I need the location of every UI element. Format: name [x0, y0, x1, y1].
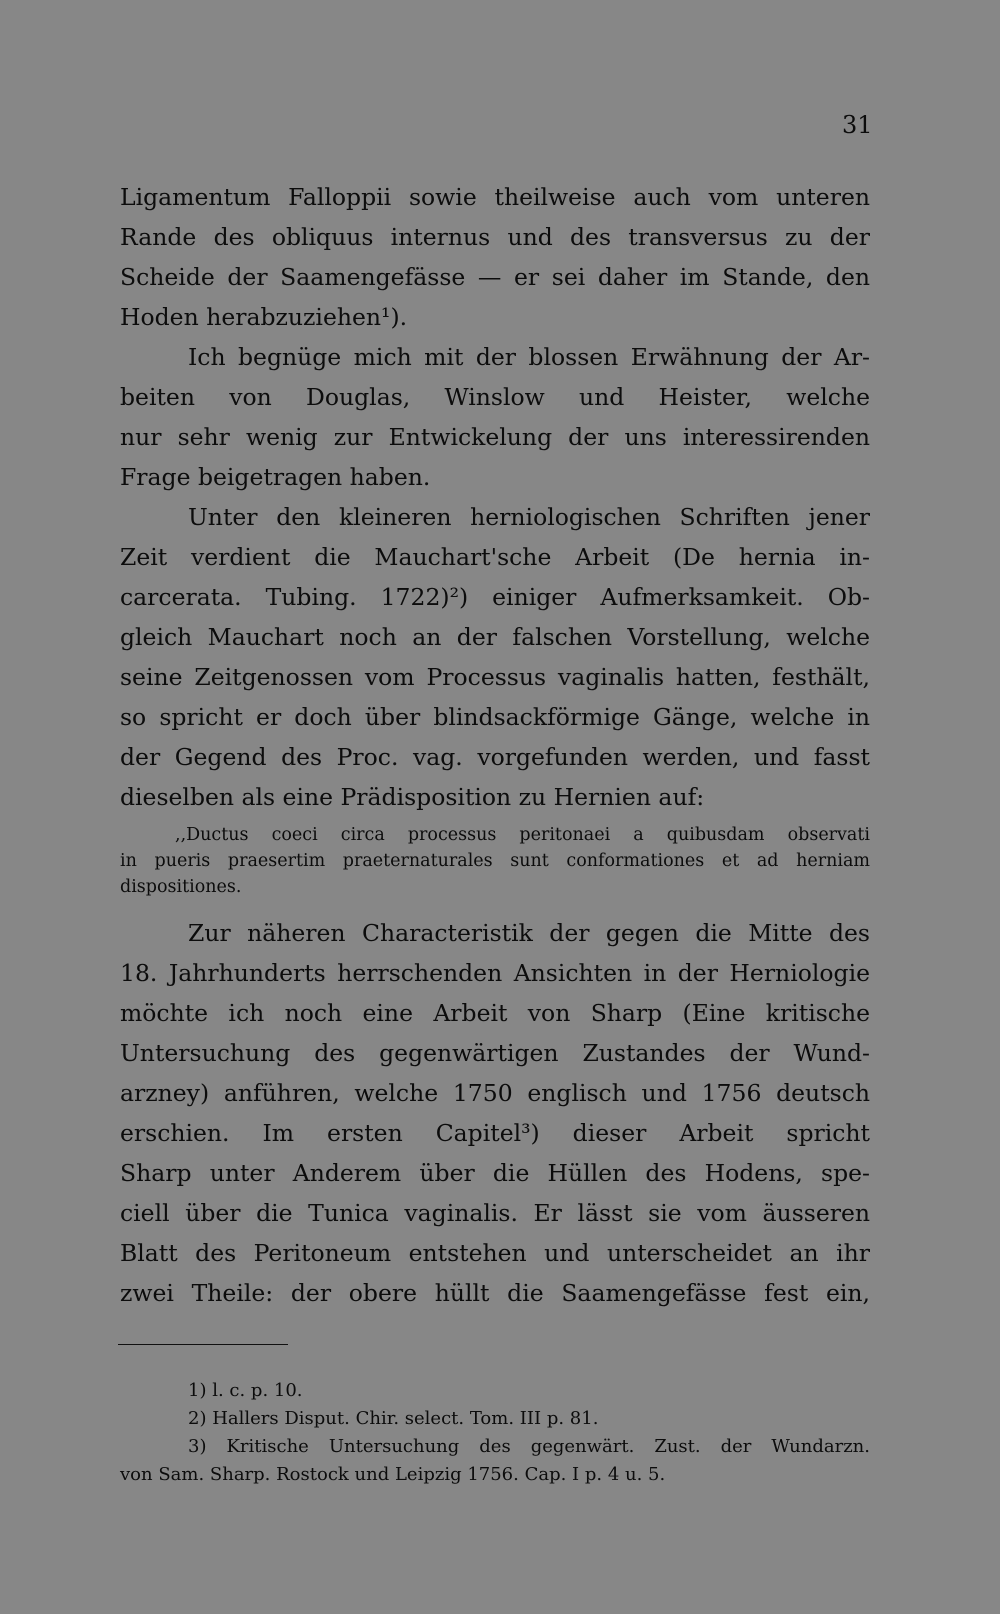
text-line: nur sehr wenig zur Entwickelung der uns interessirenden	[120, 423, 870, 451]
text-line: zwei Theile: der obere hüllt die Saamengefässe fest ein,	[120, 1279, 870, 1307]
text-line: arzney) anführen, welche 1750 englisch und 1756 deutsch	[120, 1079, 870, 1107]
text-line: möchte ich noch eine Arbeit von Sharp (Eine kritische	[120, 999, 870, 1027]
footnote-line: 1) l. c. p. 10.	[188, 1380, 303, 1401]
quote-line: dispositiones.	[120, 877, 242, 897]
text-line: Ligamentum Falloppii sowie theilweise auch vom unteren	[120, 183, 870, 211]
text-line: Ich begnüge mich mit der blossen Erwähnung der Ar-	[188, 343, 870, 371]
text-line: beiten von Douglas, Winslow und Heister, welche	[120, 383, 870, 411]
footnote-line: von Sam. Sharp. Rostock und Leipzig 1756. Cap. I p. 4 u. 5.	[120, 1464, 666, 1485]
text-line: ciell über die Tunica vaginalis. Er lässt sie vom äusseren	[120, 1199, 870, 1227]
footnote-line: 3) Kritische Untersuchung des gegenwärt. Zust. der Wundarzn.	[188, 1436, 870, 1457]
text-line: Blatt des Peritoneum entstehen und unterscheidet an ihr	[120, 1239, 870, 1267]
footnotes	[120, 1377, 870, 1489]
text-line: Scheide der Saamengefässe — er sei daher im Stande, den	[120, 263, 870, 291]
text-line: dieselben als eine Prädisposition zu Hernien auf:	[120, 783, 705, 811]
text-line: der Gegend des Proc. vag. vorgefunden werden, und fasst	[120, 743, 870, 771]
text-line: Zeit verdient die Mauchart'sche Arbeit (De hernia in-	[120, 543, 870, 571]
text-line: Zur näheren Characteristik der gegen die Mitte des	[188, 919, 870, 947]
footnote-divider	[118, 1344, 288, 1345]
text-line: Rande des obliquus internus und des transversus zu der	[120, 223, 870, 251]
text-line: Untersuchung des gegenwärtigen Zustandes der Wund-	[120, 1039, 870, 1067]
text-line: carcerata. Tubing. 1722)²) einiger Aufmerksamkeit. Ob-	[120, 583, 870, 611]
main-text-top	[120, 177, 870, 817]
main-text-bottom	[120, 913, 870, 1313]
quote-line: in pueris praesertim praeternaturales sunt conformationes et ad herniam	[120, 851, 870, 871]
quote-line: ,,Ductus coeci circa processus peritonaei a quibusdam observati	[175, 825, 870, 845]
text-line: erschien. Im ersten Capitel³) dieser Arbeit spricht	[120, 1119, 870, 1147]
text-line: Sharp unter Anderem über die Hüllen des Hodens, spe-	[120, 1159, 870, 1187]
text-line: gleich Mauchart noch an der falschen Vorstellung, welche	[120, 623, 870, 651]
text-line: Hoden herabzuziehen¹).	[120, 303, 408, 331]
footnote-line: 2) Hallers Disput. Chir. select. Tom. III p. 81.	[188, 1408, 599, 1429]
text-line: 18. Jahrhunderts herrschenden Ansichten in der Herniologie	[120, 959, 870, 987]
text-line: so spricht er doch über blindsackförmige Gänge, welche in	[120, 703, 870, 731]
text-line: Unter den kleineren herniologischen Schriften jener	[188, 503, 870, 531]
text-line: seine Zeitgenossen vom Processus vaginalis hatten, festhält,	[120, 663, 870, 691]
latin-quote	[120, 822, 870, 900]
page-number: 31	[842, 111, 873, 139]
text-line: Frage beigetragen haben.	[120, 463, 431, 491]
